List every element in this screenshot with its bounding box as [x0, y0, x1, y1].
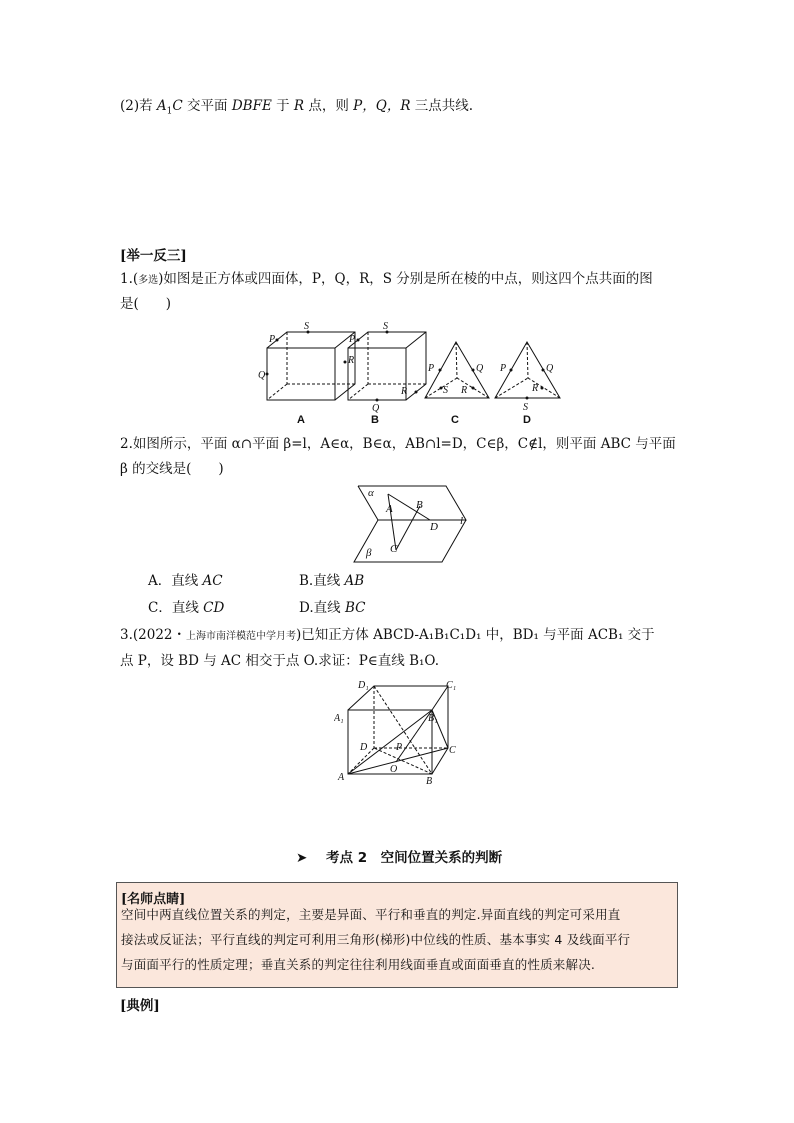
- label-a: A: [386, 503, 393, 515]
- label-beta: β: [366, 547, 372, 559]
- svg-text:S: S: [304, 321, 309, 332]
- option-a[interactable]: [148, 571, 223, 591]
- text: 点，则: [304, 98, 354, 114]
- tip-line: 与面面平行的性质定理；垂直关系的判定往往利用线面垂直或面面垂直的性质来解决.: [121, 957, 596, 972]
- label-d: D: [430, 521, 438, 533]
- svg-text:Q: Q: [546, 363, 554, 374]
- q3-text: )已知正方体 ABCD-A₁B₁C₁D₁ 中，BD₁ 与平面 ACB₁ 交于: [296, 627, 655, 643]
- cube-figure-b: [348, 332, 426, 400]
- label-a1: A₁: [334, 713, 344, 724]
- svg-text:P: P: [269, 334, 276, 345]
- fig-label-c: C: [451, 414, 459, 426]
- label-l: l: [460, 515, 464, 527]
- label-p: P: [396, 742, 403, 753]
- option-key: B.直线: [299, 573, 345, 589]
- q2-line2: β 的交线是( ): [120, 461, 224, 477]
- tip-line: 接法或反证法；平行直线的判定可利用三角形(梯形)中位线的性质、基本事实 4 及线面平行: [121, 932, 631, 947]
- q3-line1: [120, 625, 655, 647]
- q2-part-line: [120, 96, 473, 122]
- label-b: B: [426, 776, 433, 787]
- kaodian-heading: [296, 846, 502, 866]
- option-key: A．直线: [148, 573, 203, 589]
- svg-text:R: R: [532, 383, 539, 394]
- subscript: 1: [166, 106, 173, 117]
- q1-tag: 多选: [138, 275, 159, 286]
- option-value: AB: [344, 573, 365, 589]
- text: DBFE: [231, 98, 272, 114]
- text: 三点共线.: [410, 98, 474, 114]
- svg-text:R: R: [401, 386, 408, 397]
- svg-text:R: R: [461, 385, 468, 396]
- q3-cube-figure: [334, 676, 464, 788]
- svg-text:P: P: [500, 363, 507, 374]
- q3-line2: 点 P，设 BD 与 AC 相交于点 O.求证：P∈直线 B₁O.: [120, 653, 439, 669]
- text: P，Q，R: [353, 98, 411, 114]
- q1-num: 1.(: [120, 271, 139, 287]
- svg-text:R: R: [348, 355, 355, 366]
- tip-title: [名师点睛]: [121, 892, 186, 907]
- option-b[interactable]: [299, 571, 364, 591]
- label-d: D: [360, 742, 368, 753]
- svg-text:S: S: [443, 385, 448, 396]
- label-o: O: [390, 764, 398, 775]
- svg-text:Q: Q: [476, 363, 484, 374]
- cube-figure-a: [267, 332, 355, 400]
- kaodian-title: 考点 2 空间位置关系的判断: [326, 850, 503, 866]
- svg-text:Q: Q: [258, 370, 266, 381]
- label-c1: C₁: [446, 680, 457, 691]
- example-heading: [典例]: [120, 998, 160, 1014]
- arrow-icon: ➤: [296, 850, 308, 866]
- svg-text:S: S: [523, 402, 528, 413]
- option-d[interactable]: [299, 598, 365, 618]
- text: R: [293, 98, 305, 114]
- svg-text:S: S: [383, 321, 388, 332]
- text: 交平面: [182, 98, 232, 114]
- text: C: [172, 98, 183, 114]
- svg-text:P: P: [428, 363, 435, 374]
- label-c: C: [390, 543, 398, 555]
- tip-box: [116, 882, 678, 988]
- option-value: CD: [203, 600, 225, 616]
- label-b1: B₁: [428, 713, 438, 724]
- option-value: BC: [344, 600, 366, 616]
- option-key: C．直线: [148, 600, 204, 616]
- label-b: B: [416, 499, 423, 511]
- q1-text: )如图是正方体或四面体，P，Q，R，S 分别是所在棱的中点，则这四个点共面的图: [158, 271, 653, 287]
- option-c[interactable]: [148, 598, 224, 618]
- svg-text:P: P: [349, 334, 356, 345]
- q2-line1: 2.如图所示，平面 α∩平面 β=l，A∈α，B∈α，AB∩l=D，C∈β，C∉l，则平面 ABC 与平面: [120, 436, 676, 452]
- label-d1: D₁: [358, 680, 369, 691]
- fig-label-a: A: [297, 414, 305, 426]
- label-a: A: [338, 772, 345, 783]
- fig-label-d: D: [523, 414, 531, 426]
- text: (2)若: [120, 98, 157, 114]
- option-value: AC: [202, 573, 223, 589]
- q1-line2: 是( ): [120, 296, 172, 312]
- q3-tag: 上海市南洋模范中学月考: [186, 631, 297, 642]
- q3-num: 3.(2022・: [120, 627, 187, 643]
- option-key: D.直线: [299, 600, 345, 616]
- text: A: [156, 98, 167, 114]
- tip-line: 空间中两直线位置关系的判定，主要是异面、平行和垂直的判定.异面直线的判定可采用直: [121, 907, 621, 922]
- fig-label-b: B: [371, 414, 379, 426]
- q2-figure: [350, 484, 480, 564]
- label-c: C: [449, 745, 456, 756]
- q1-line1: [120, 269, 653, 291]
- svg-text:Q: Q: [372, 403, 380, 414]
- text: 于: [271, 98, 294, 114]
- practice-heading: [举一反三]: [120, 248, 187, 264]
- label-alpha: α: [368, 487, 374, 499]
